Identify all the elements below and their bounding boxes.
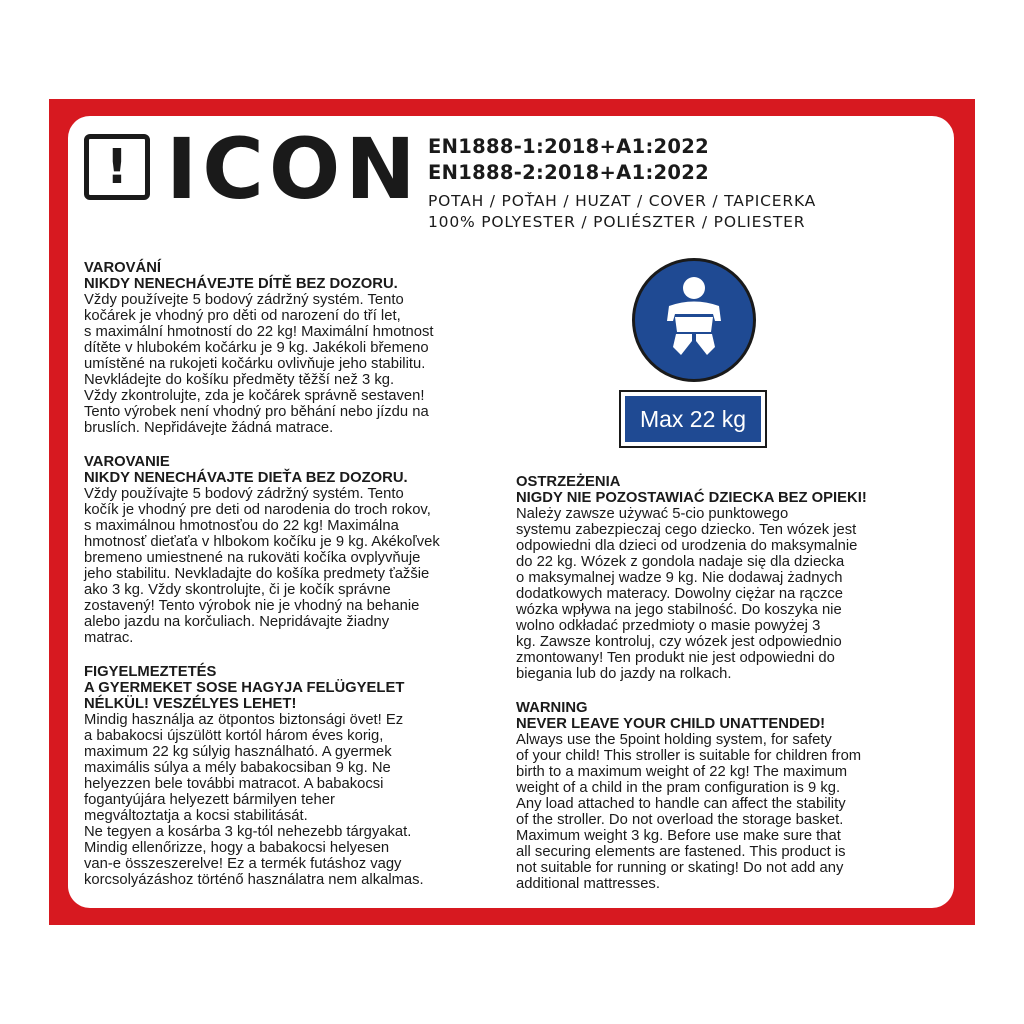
warning-section-sk bbox=[84, 454, 494, 646]
warning-section-hu bbox=[84, 664, 494, 888]
section-title: WARNING bbox=[516, 700, 588, 716]
standard-line-2: EN1888-2:2018+A1:2022 bbox=[428, 161, 710, 184]
material-line-1: POTAH / POŤAH / HUZAT / COVER / TAPICERKA bbox=[428, 192, 817, 210]
section-subtitle: NIGDY NIE POZOSTAWIAĆ DZIECKA BEZ OPIEKI! bbox=[516, 490, 867, 506]
section-title: OSTRZEŻENIA bbox=[516, 474, 621, 490]
brand-logo: ICON bbox=[166, 120, 421, 218]
section-subtitle: A GYERMEKET SOSE HAGYJA FELÜGYELET NÉLKÜL! VESZÉLYES LEHET! bbox=[84, 680, 405, 712]
section-text: Mindig használja az ötpontos biztonsági övet! Ez a babakocsi újszülött kortól három éves korig, maximum 22 kg súlyig használható. A gyermek maximális súlya a mély babakocsiban 9 kg. Ne helyezzen bele további matracot. A babakocsi fogantyújára helyezett bármilyen teher megváltoztatja a kocsi stabilitását. Ne tegyen a kosárba 3 kg-tól nehezebb tárgyakat. Mindig ellenőrizze, hogy a babakocsi helyesen van-e összeszerelve! Ez a termék futáshoz vagy korcsolyázáshoz történő használatra nem alkalmas. bbox=[84, 712, 424, 888]
section-subtitle: NIKDY NENECHÁVAJTE DIEŤA BEZ DOZORU. bbox=[84, 470, 408, 486]
section-text: Always use the 5point holding system, for safety of your child! This stroller is suitable for children from birth to a maximum weight of 22 kg! The maximum weight of a child in the pram configuration is 9 kg. Any load attached to handle can affect the stability of the stroller. Do not overload the storage basket. Maximum weight 3 kg. Before use make sure that all securing elements are fastened. This product is not suitable for running or skating! Do not add any additional mattresses. bbox=[516, 732, 862, 892]
child-seat-icon bbox=[632, 258, 756, 382]
max-weight-badge bbox=[619, 390, 767, 448]
section-text: Vždy používajte 5 bodový zádržný systém. Tento kočík je vhodný pre deti od narodenia do troch rokov, s maximálnou hmotnosťou do 22 kg! Maximálna hmotnosť dieťaťa v hlbokom kočíku je 9 kg. Akékoľvek bremeno umiestnené na rukoväti kočíka ovplyvňuje jeho stabilitu. Nevkladajte do košíka predmety ťažšie ako 3 kg. Vždy skontrolujte, či je kočík správne zostavený! Tento výrobok nie je vhodný na behanie alebo jazdu na korčuliach. Nepridávajte žiadny matrac. bbox=[84, 486, 440, 646]
section-title: VAROVÁNÍ bbox=[84, 260, 162, 276]
section-title: VAROVANIE bbox=[84, 454, 170, 470]
warning-icon bbox=[84, 134, 150, 200]
warning-symbol: ! bbox=[106, 139, 128, 195]
section-subtitle: NIKDY NENECHÁVEJTE DÍTĚ BEZ DOZORU. bbox=[84, 276, 398, 292]
section-title: FIGYELMEZTETÉS bbox=[84, 664, 217, 680]
standard-line-1: EN1888-1:2018+A1:2022 bbox=[428, 135, 710, 158]
section-subtitle: NEVER LEAVE YOUR CHILD UNATTENDED! bbox=[516, 716, 826, 732]
section-text: Należy zawsze używać 5-cio punktowego systemu zabezpieczaj cego dziecko. Ten wózek jest odpowiedni dla dzieci od urodzenia do maksymalnie do 22 kg. Wózek z gondola nadaje się dla dziecka o maksymalnej wadze 9 kg. Nie dodawaj żadnych dodatkowych materacy. Dowolny ciężar na rączce wózka wpływa na jego stabilność. Do koszyka nie wolno odkładać przedmioty o masie powyżej 3 kg. Zawsze kontroluj, czy wózek jest odpowiednio zmontowany! Ten produkt nie jest odpowiedni do biegania lub do jazdy na rolkach. bbox=[516, 506, 858, 682]
warning-section-pl bbox=[516, 474, 936, 682]
warning-section-en bbox=[516, 700, 936, 892]
material-line-2: 100% POLYESTER / POLIÉSZTER / POLIESTER bbox=[428, 213, 806, 231]
section-text: Vždy používejte 5 bodový zádržný systém. Tento kočárek je vhodný pro děti od narození do tří let, s maximální hmotností do 22 kg! Maximální hmotnost dítěte v hlubokém kočárku je 9 kg. Jakékoli břemeno umístěné na rukojeti kočárku ovlivňuje jeho stabilitu. Nevkládejte do košíku předměty těžší než 3 kg. Vždy zkontrolujte, zda je kočárek správně sestaven! Tento výrobek není vhodný pro běhání nebo jízdu na bruslích. Nepřidávejte žádná matrace. bbox=[84, 292, 434, 436]
max-weight-label: Max 22 kg bbox=[625, 396, 761, 442]
warning-section-cs bbox=[84, 260, 494, 436]
